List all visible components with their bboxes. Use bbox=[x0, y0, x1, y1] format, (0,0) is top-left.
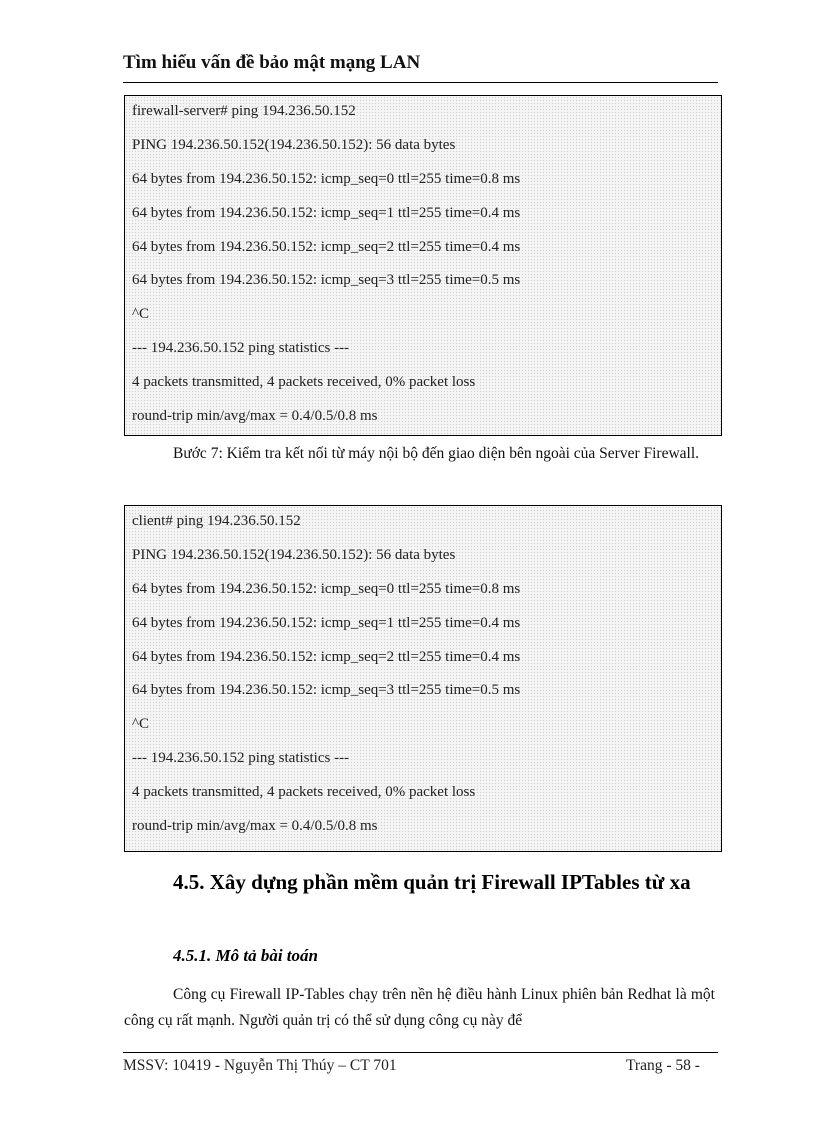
console-output-client bbox=[124, 505, 722, 852]
console-line: 64 bytes from 194.236.50.152: icmp_seq=2 ttl=255 time=0.4 ms bbox=[132, 238, 521, 255]
console-line: 64 bytes from 194.236.50.152: icmp_seq=3 ttl=255 time=0.5 ms bbox=[132, 272, 521, 289]
console-line: 64 bytes from 194.236.50.152: icmp_seq=1 ttl=255 time=0.4 ms bbox=[132, 614, 521, 631]
console-line: PING 194.236.50.152(194.236.50.152): 56 data bytes bbox=[132, 546, 456, 563]
subsection-heading: 4.5.1. Mô tả bài toán bbox=[173, 946, 318, 965]
footer-divider bbox=[123, 1052, 718, 1053]
header-divider bbox=[123, 82, 718, 83]
console-line: 64 bytes from 194.236.50.152: icmp_seq=1 ttl=255 time=0.4 ms bbox=[132, 204, 521, 221]
console-output-firewall-server bbox=[124, 95, 722, 436]
console-line: 64 bytes from 194.236.50.152: icmp_seq=0 ttl=255 time=0.8 ms bbox=[132, 580, 521, 597]
description-paragraph: Công cụ Firewall IP-Tables chạy trên nền hệ điều hành Linux phiên bản Redhat là một công cụ rất mạnh. Người quản trị có thể sử dụng công cụ này để bbox=[124, 986, 715, 1029]
console-line: round-trip min/avg/max = 0.4/0.5/0.8 ms bbox=[132, 408, 378, 425]
console-line: ^C bbox=[132, 716, 150, 733]
console-line: round-trip min/avg/max = 0.4/0.5/0.8 ms bbox=[132, 818, 378, 835]
console-line: firewall-server# ping 194.236.50.152 bbox=[132, 103, 356, 119]
console-line: 64 bytes from 194.236.50.152: icmp_seq=3 ttl=255 time=0.5 ms bbox=[132, 682, 521, 699]
step-7-paragraph: Bước 7: Kiểm tra kết nối từ máy nội bộ đến giao diện bên ngoài của Server Firewall. bbox=[173, 445, 700, 462]
console-line: ^C bbox=[132, 306, 150, 323]
footer-page-number: Trang - 58 - bbox=[626, 1057, 700, 1074]
console-line: 64 bytes from 194.236.50.152: icmp_seq=2 ttl=255 time=0.4 ms bbox=[132, 648, 521, 665]
console-line: PING 194.236.50.152(194.236.50.152): 56 data bytes bbox=[132, 136, 456, 153]
page-header-title: Tìm hiểu vấn đề bảo mật mạng LAN bbox=[123, 52, 421, 73]
console-line: 64 bytes from 194.236.50.152: icmp_seq=0 ttl=255 time=0.8 ms bbox=[132, 170, 521, 187]
console-line: --- 194.236.50.152 ping statistics --- bbox=[132, 750, 350, 767]
console-line: 4 packets transmitted, 4 packets received, 0% packet loss bbox=[132, 784, 476, 801]
console-line: client# ping 194.236.50.152 bbox=[132, 513, 301, 529]
footer-student-info: MSSV: 10419 - Nguyễn Thị Thúy – CT 701 bbox=[123, 1057, 397, 1074]
section-heading: 4.5. Xây dựng phần mềm quản trị Firewall IPTables từ xa bbox=[173, 870, 691, 894]
console-line: 4 packets transmitted, 4 packets received, 0% packet loss bbox=[132, 374, 476, 391]
console-line: --- 194.236.50.152 ping statistics --- bbox=[132, 340, 350, 357]
